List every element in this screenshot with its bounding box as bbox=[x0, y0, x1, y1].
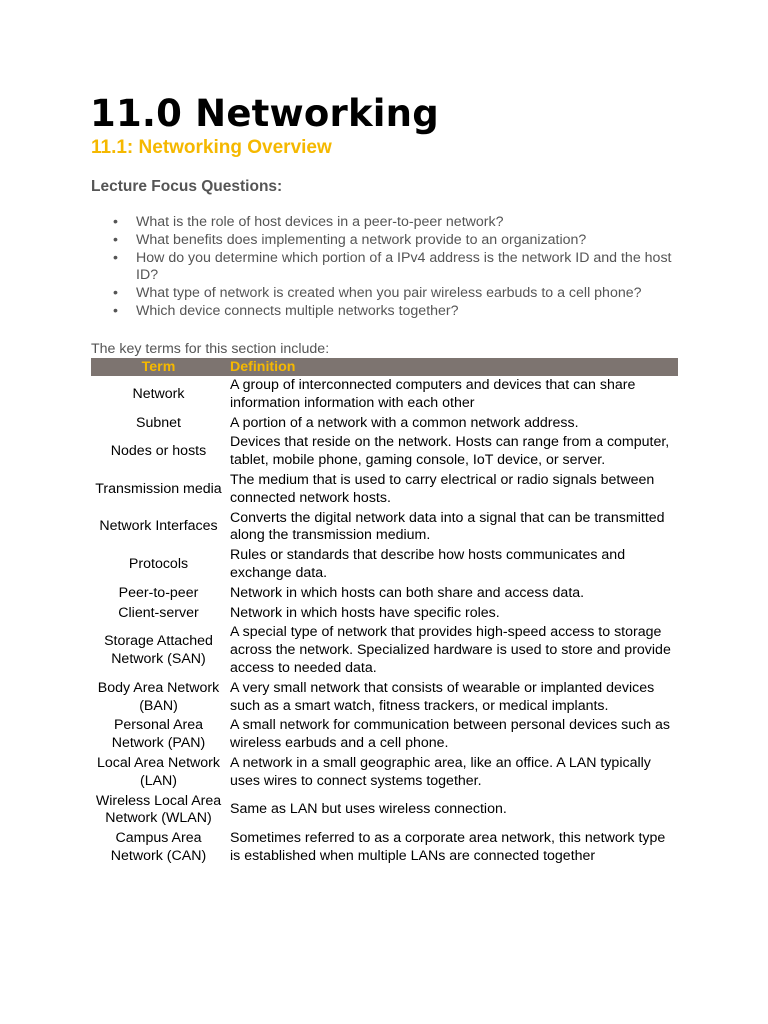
table-row bbox=[91, 679, 678, 717]
definition-cell: A network in a small geographic area, like an office. A LAN typically uses wires to connect systems together. bbox=[230, 754, 651, 789]
table-row bbox=[91, 792, 678, 830]
term-cell: Transmission media bbox=[95, 480, 222, 497]
term-cell: Wireless Local Area Network (WLAN) bbox=[95, 792, 222, 827]
term-cell: Local Area Network (LAN) bbox=[96, 754, 221, 789]
definition-cell: Same as LAN but uses wireless connection. bbox=[230, 801, 507, 818]
question-text: What is the role of host devices in a peer-to-peer network? bbox=[136, 214, 504, 230]
table-row bbox=[91, 754, 678, 792]
list-item bbox=[91, 303, 691, 321]
term-cell: Peer-to-peer bbox=[118, 584, 199, 601]
term-cell: Network Interfaces bbox=[99, 518, 218, 535]
table-row bbox=[91, 546, 678, 584]
key-terms-intro: The key terms for this section include: bbox=[91, 341, 330, 357]
definition-cell: Sometimes referred to as a corporate area network, this network type is established when multiple LANs are connected together bbox=[230, 830, 666, 864]
bullet-icon: • bbox=[113, 249, 118, 266]
definition-cell: A portion of a network with a common network address. bbox=[230, 414, 579, 431]
definition-cell: Rules or standards that describe how hosts communicates and exchange data. bbox=[230, 547, 626, 581]
definition-cell: The medium that is used to carry electrical or radio signals between connected network hosts. bbox=[230, 471, 655, 506]
list-item bbox=[91, 285, 691, 303]
term-cell: Nodes or hosts bbox=[110, 443, 207, 460]
table-row bbox=[91, 623, 678, 678]
page-title: 11.0 Networking bbox=[90, 92, 439, 135]
bullet-icon: • bbox=[113, 285, 118, 302]
question-text: Which device connects multiple networks together? bbox=[136, 302, 459, 319]
table-row bbox=[91, 414, 678, 434]
question-text: What benefits does implementing a network provide to an organization? bbox=[136, 231, 587, 248]
focus-questions-list bbox=[91, 214, 691, 321]
definition-cell: Devices that reside on the network. Hosts can range from a computer, tablet, mobile phone, gaming console, IoT device, or server. bbox=[230, 434, 670, 469]
table-row bbox=[91, 509, 678, 547]
question-text: What type of network is created when you pair wireless earbuds to a cell phone? bbox=[136, 285, 642, 302]
definition-cell: Network in which hosts can both share and access data. bbox=[230, 584, 585, 601]
list-item bbox=[91, 232, 691, 250]
table-row bbox=[91, 433, 678, 471]
table-row bbox=[91, 376, 678, 414]
table-row bbox=[91, 604, 678, 624]
focus-questions-title: Lecture Focus Questions: bbox=[91, 178, 283, 195]
list-item bbox=[91, 214, 691, 232]
definition-cell: A small network for communication between personal devices such as wireless earbuds and a cell phone. bbox=[230, 717, 671, 752]
term-cell: Campus Area Network (CAN) bbox=[110, 830, 207, 864]
term-cell: Client-server bbox=[118, 604, 199, 621]
definition-cell: A group of interconnected computers and devices that can share information information with each other bbox=[230, 377, 636, 411]
table-row bbox=[91, 584, 678, 604]
term-column-header: Term bbox=[91, 358, 226, 376]
key-terms-table bbox=[91, 358, 678, 867]
table-header-row bbox=[91, 358, 678, 376]
definition-column-header: Definition bbox=[226, 358, 678, 376]
table-row bbox=[91, 471, 678, 509]
term-cell: Protocols bbox=[128, 556, 189, 573]
definition-cell: Network in which hosts have specific roles. bbox=[230, 604, 500, 621]
bullet-icon: • bbox=[113, 214, 118, 230]
definition-cell: Converts the digital network data into a signal that can be transmitted along the transmission medium. bbox=[230, 509, 665, 544]
term-cell: Body Area Network (BAN) bbox=[97, 679, 220, 714]
bullet-icon: • bbox=[113, 231, 118, 248]
bullet-icon: • bbox=[113, 302, 118, 319]
question-text: How do you determine which portion of a IPv4 address is the network ID and the host ID? bbox=[136, 249, 672, 284]
term-cell: Subnet bbox=[136, 414, 181, 431]
list-item bbox=[91, 250, 691, 286]
term-cell: Network bbox=[132, 385, 185, 402]
definition-cell: A very small network that consists of wearable or implanted devices such as a smart watch, fitness trackers, or medical implants. bbox=[230, 679, 655, 714]
definition-cell: A special type of network that provides high-speed access to storage across the network. Specialized hardware is used to store and provide access to needed data. bbox=[230, 624, 671, 676]
term-cell: Personal Area Network (PAN) bbox=[111, 717, 206, 752]
table-row bbox=[91, 829, 678, 867]
section-title: 11.1: Networking Overview bbox=[91, 137, 332, 158]
table-row bbox=[91, 716, 678, 754]
term-cell: Storage Attached Network (SAN) bbox=[104, 633, 213, 668]
